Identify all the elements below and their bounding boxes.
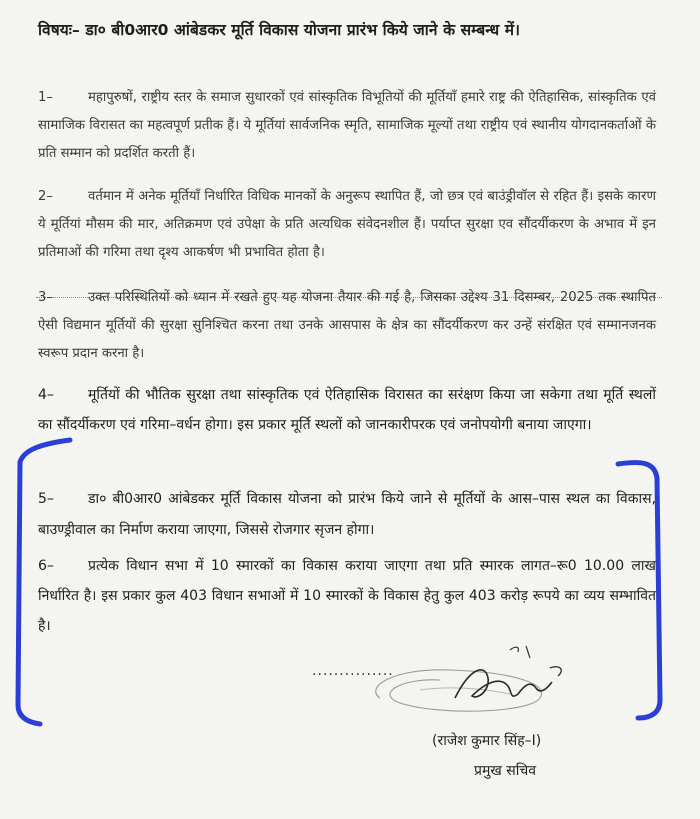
paragraph-number: 4–: [38, 387, 54, 403]
paragraph-text: वर्तमान में अनेक मूर्तियाँ निर्धारित विधिक मानकों के अनुरूप स्थापित हैं, जो छत्र एवं बाउंड्रीवॉल से रहित हैं। इसके कारण ये मूर्तियां मौसम की मार, अतिक्रमण एवं उपेक्षा के प्रति अत्यधिक संवेदनशील हैं। पर्याप्त सुरक्षा एव सौंदर्यीकरण के अभाव में इन प्रतिमाओं की गरिमा तथा दृश्य आकर्षण भी प्रभावित होता है।: [38, 189, 656, 260]
signature-dots: ...............: [312, 663, 394, 679]
paragraph-number: 2–: [38, 189, 53, 204]
paragraph-number: 5–: [38, 491, 54, 507]
paragraph-3: [38, 284, 656, 368]
subject-line: विषयः– डा० बी0आर0 आंबेडकर मूर्ति विकास योजना प्रारंभ किये जाने के सम्बन्ध में।: [38, 21, 521, 39]
signer-designation: प्रमुख सचिव: [474, 763, 537, 779]
paragraph-text: महापुरुषों, राष्ट्रीय स्तर के समाज सुधारकों एवं सांस्कृतिक विभूतियों की मूर्तियाँ हमारे राष्ट्र की ऐतिहासिक, सांस्कृतिक एवं सामाजिक विरासत का महत्वपूर्ण प्रतीक हैं। ये मूर्तियां सार्वजनिक स्मृति, सामाजिक मूल्यों तथा राष्ट्रीय एवं स्थानीय योगदानकर्ताओं के प्रति सम्मान को प्रदर्शित करती हैं।: [38, 90, 656, 161]
paragraph-4: [38, 380, 656, 440]
paragraph-number: 3–: [38, 290, 53, 305]
paragraph-text: डा० बी0आर0 आंबेडकर मूर्ति विकास योजना को प्रारंभ किये जाने से मूर्तियों के आस–पास स्थल का विकास, बाउण्ड्रीवाल का निर्माण कराया जाएगा, जिससे रोजगार सृजन होगा।: [38, 491, 656, 538]
paragraph-5: [38, 484, 656, 546]
paragraph-2: [38, 183, 656, 267]
paragraph-number: 1–: [38, 90, 53, 105]
paragraph-text: उक्त परिस्थितियों को ध्यान में रखते हुए यह योजना तैयार की गई है, जिसका उद्देश्य 31 दिसम्बर, 2025 तक स्थापित ऐसी विद्यमान मूर्तियों की सुरक्षा सुनिश्चित करना तथा उनके आसपास के क्षेत्र का सौंदर्यीकरण कर उन्हें संरक्षित एवं सम्मानजनक स्वरूप प्रदान करना है।: [38, 290, 656, 361]
paragraph-text: मूर्तियों की भौतिक सुरक्षा तथा सांस्कृतिक एवं ऐतिहासिक विरासत का सरंक्षण किया जा सकेगा तथा मूर्ति स्थलों का सौंदर्यीकरण एवं गरिमा–वर्धन होगा। इस प्रकार मूर्ति स्थलों को जानकारीपरक एवं जनोपयोगी बनाया जाएगा।: [38, 387, 656, 433]
paragraph-1: [38, 84, 656, 168]
signer-name: (राजेश कुमार सिंह–I): [432, 733, 542, 749]
paragraph-text: प्रत्येक विधान सभा में 10 स्मारकों का विकास कराया जाएगा तथा प्रति स्मारक लागत–रू0 10.00 लाख निर्धारित है। इस प्रकार कुल 403 विधान सभाओं में 10 स्मारकों के विकास हेतु कुल 403 करोड़ रूपये का व्यय सम्भावित है।: [38, 558, 656, 634]
paragraph-number: 6–: [38, 558, 54, 574]
signature-scribble: [360, 628, 590, 728]
